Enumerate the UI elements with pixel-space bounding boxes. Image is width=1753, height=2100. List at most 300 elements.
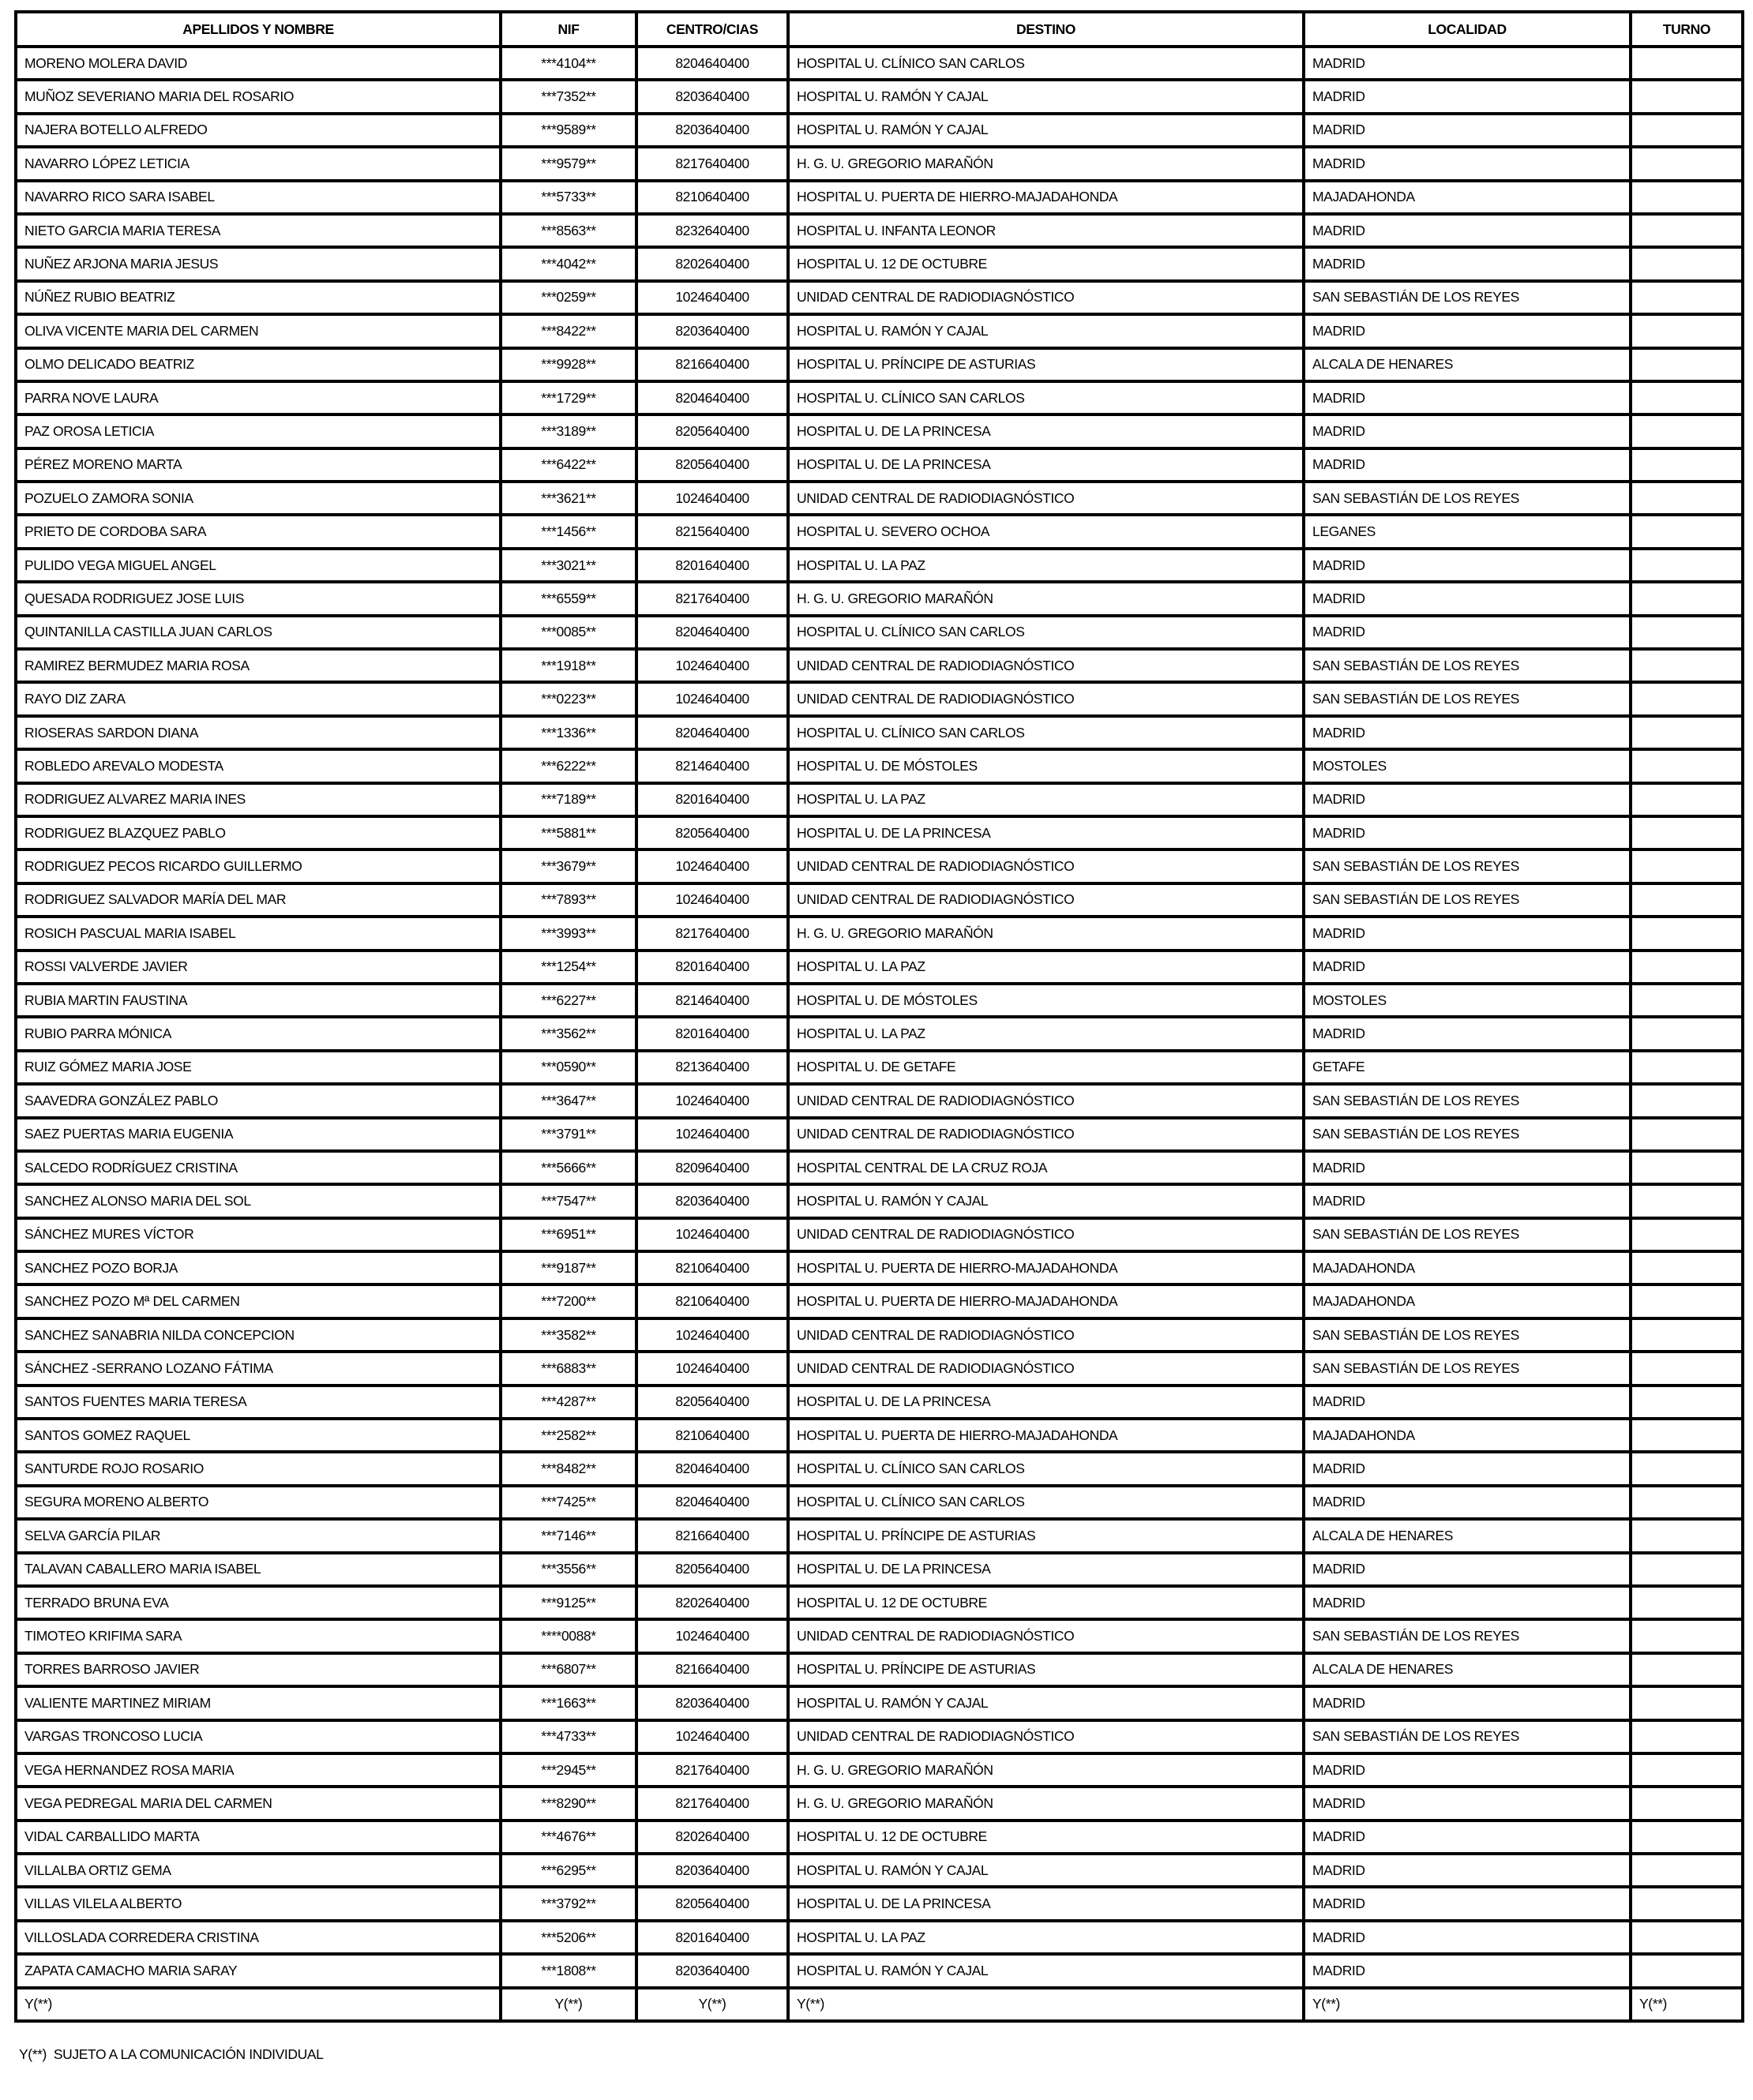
cell: RIOSERAS SARDON DIANA xyxy=(16,716,501,749)
cell: MADRID xyxy=(1304,214,1631,247)
cell xyxy=(1631,1352,1743,1385)
cell: ***4733** xyxy=(501,1720,636,1753)
cell: PAZ OROSA LETICIA xyxy=(16,414,501,448)
cell: ***7146** xyxy=(501,1519,636,1552)
cell: SANTURDE ROJO ROSARIO xyxy=(16,1452,501,1485)
cell: ROBLEDO AREVALO MODESTA xyxy=(16,749,501,782)
table-row xyxy=(16,917,1743,950)
cell: MADRID xyxy=(1304,549,1631,582)
table-row xyxy=(16,849,1743,883)
column-header: DESTINO xyxy=(788,12,1304,47)
cell: HOSPITAL U. SEVERO OCHOA xyxy=(788,515,1304,548)
cell xyxy=(1631,1553,1743,1586)
cell: QUINTANILLA CASTILLA JUAN CARLOS xyxy=(16,616,501,649)
cell: ***6883** xyxy=(501,1352,636,1385)
cell: 8204640400 xyxy=(636,47,788,80)
table-row xyxy=(16,1017,1743,1050)
cell: H. G. U. GREGORIO MARAÑÓN xyxy=(788,582,1304,615)
cell: HOSPITAL U. RAMÓN Y CAJAL xyxy=(788,1184,1304,1217)
cell: 8201640400 xyxy=(636,783,788,816)
cell: 8214640400 xyxy=(636,749,788,782)
cell xyxy=(1631,549,1743,582)
table-row xyxy=(16,381,1743,414)
cell xyxy=(1631,649,1743,682)
cell xyxy=(1631,917,1743,950)
cell: MADRID xyxy=(1304,1486,1631,1519)
header-row xyxy=(16,12,1743,47)
footer-cell: Y(**) xyxy=(636,1988,788,2021)
cell: 8203640400 xyxy=(636,1954,788,1987)
cell: ***3647** xyxy=(501,1084,636,1117)
cell: ***3562** xyxy=(501,1017,636,1050)
cell: MADRID xyxy=(1304,1553,1631,1586)
table-row xyxy=(16,147,1743,180)
cell: SAEZ PUERTAS MARIA EUGENIA xyxy=(16,1118,501,1151)
cell: MADRID xyxy=(1304,80,1631,113)
cell: 8201640400 xyxy=(636,951,788,984)
cell xyxy=(1631,281,1743,314)
cell: RODRIGUEZ PECOS RICARDO GUILLERMO xyxy=(16,849,501,883)
cell: 8203640400 xyxy=(636,1854,788,1887)
cell: SAAVEDRA GONZÁLEZ PABLO xyxy=(16,1084,501,1117)
cell: SAN SEBASTIÁN DE LOS REYES xyxy=(1304,1318,1631,1352)
table-row xyxy=(16,1386,1743,1419)
cell: SAN SEBASTIÁN DE LOS REYES xyxy=(1304,1084,1631,1117)
cell: VILLOSLADA CORREDERA CRISTINA xyxy=(16,1921,501,1954)
cell: SANTOS FUENTES MARIA TERESA xyxy=(16,1386,501,1419)
cell: HOSPITAL U. CLÍNICO SAN CARLOS xyxy=(788,716,1304,749)
cell: 8203640400 xyxy=(636,1184,788,1217)
cell: 1024640400 xyxy=(636,849,788,883)
cell xyxy=(1631,214,1743,247)
cell: ***4104** xyxy=(501,47,636,80)
cell xyxy=(1631,247,1743,280)
cell: ***9579** xyxy=(501,147,636,180)
cell: HOSPITAL U. RAMÓN Y CAJAL xyxy=(788,114,1304,147)
cell: ***8563** xyxy=(501,214,636,247)
cell: 1024640400 xyxy=(636,1218,788,1251)
cell: SÁNCHEZ MURES VÍCTOR xyxy=(16,1218,501,1251)
table-row xyxy=(16,314,1743,347)
cell xyxy=(1631,1854,1743,1887)
cell: HOSPITAL U. DE LA PRINCESA xyxy=(788,1887,1304,1920)
cell: ***6222** xyxy=(501,749,636,782)
cell: UNIDAD CENTRAL DE RADIODIAGNÓSTICO xyxy=(788,883,1304,917)
table-row xyxy=(16,1251,1743,1284)
table-row xyxy=(16,1452,1743,1485)
cell: 8204640400 xyxy=(636,1452,788,1485)
cell xyxy=(1631,1787,1743,1820)
cell: LEGANES xyxy=(1304,515,1631,548)
cell: HOSPITAL U. 12 DE OCTUBRE xyxy=(788,1586,1304,1619)
table-row xyxy=(16,1218,1743,1251)
cell: HOSPITAL U. DE LA PRINCESA xyxy=(788,1553,1304,1586)
cell: 8205640400 xyxy=(636,816,788,849)
footnote: Y(**) SUJETO A LA COMUNICACIÓN INDIVIDUAL xyxy=(19,2046,324,2062)
table-row xyxy=(16,783,1743,816)
cell: 8232640400 xyxy=(636,214,788,247)
cell xyxy=(1631,1954,1743,1987)
footer-cell: Y(**) xyxy=(1304,1988,1631,2021)
cell: SALCEDO RODRÍGUEZ CRISTINA xyxy=(16,1151,501,1184)
cell: NUÑEZ ARJONA MARIA JESUS xyxy=(16,247,501,280)
table-row xyxy=(16,1619,1743,1652)
footer-cell: Y(**) xyxy=(16,1988,501,2021)
cell: UNIDAD CENTRAL DE RADIODIAGNÓSTICO xyxy=(788,281,1304,314)
cell: 8215640400 xyxy=(636,515,788,548)
cell: ***0259** xyxy=(501,281,636,314)
cell: ***3791** xyxy=(501,1118,636,1151)
cell: MADRID xyxy=(1304,716,1631,749)
cell: 1024640400 xyxy=(636,1318,788,1352)
cell: SEGURA MORENO ALBERTO xyxy=(16,1486,501,1519)
cell xyxy=(1631,1017,1743,1050)
cell: ***7893** xyxy=(501,883,636,917)
cell: UNIDAD CENTRAL DE RADIODIAGNÓSTICO xyxy=(788,682,1304,715)
cell: PÉREZ MORENO MARTA xyxy=(16,448,501,482)
cell: TIMOTEO KRIFIMA SARA xyxy=(16,1619,501,1652)
cell: 8209640400 xyxy=(636,1151,788,1184)
cell: HOSPITAL U. PUERTA DE HIERRO-MAJADAHONDA xyxy=(788,1419,1304,1452)
column-header: TURNO xyxy=(1631,12,1743,47)
cell: SAN SEBASTIÁN DE LOS REYES xyxy=(1304,883,1631,917)
cell: MADRID xyxy=(1304,1954,1631,1987)
table-row xyxy=(16,883,1743,917)
cell xyxy=(1631,1284,1743,1318)
cell: 8217640400 xyxy=(636,582,788,615)
table-row xyxy=(16,649,1743,682)
cell: NÚÑEZ RUBIO BEATRIZ xyxy=(16,281,501,314)
cell: ***6295** xyxy=(501,1854,636,1887)
cell: SANCHEZ ALONSO MARIA DEL SOL xyxy=(16,1184,501,1217)
cell xyxy=(1631,1753,1743,1787)
cell: HOSPITAL U. CLÍNICO SAN CARLOS xyxy=(788,616,1304,649)
cell: ***6227** xyxy=(501,984,636,1017)
table-row xyxy=(16,247,1743,280)
table-row xyxy=(16,549,1743,582)
table-row xyxy=(16,1720,1743,1753)
cell: 8203640400 xyxy=(636,314,788,347)
cell: MADRID xyxy=(1304,783,1631,816)
table-row xyxy=(16,47,1743,80)
cell: SANCHEZ POZO BORJA xyxy=(16,1251,501,1284)
cell xyxy=(1631,582,1743,615)
cell: VARGAS TRONCOSO LUCIA xyxy=(16,1720,501,1753)
table-row xyxy=(16,448,1743,482)
cell: 8210640400 xyxy=(636,1284,788,1318)
cell: MADRID xyxy=(1304,1586,1631,1619)
cell: 1024640400 xyxy=(636,1084,788,1117)
cell: 1024640400 xyxy=(636,281,788,314)
cell: 8216640400 xyxy=(636,1519,788,1552)
table-row xyxy=(16,1184,1743,1217)
footer-cell: Y(**) xyxy=(501,1988,636,2021)
cell: VALIENTE MARTINEZ MIRIAM xyxy=(16,1686,501,1719)
cell: ***6807** xyxy=(501,1653,636,1686)
cell: UNIDAD CENTRAL DE RADIODIAGNÓSTICO xyxy=(788,1118,1304,1151)
column-header: LOCALIDAD xyxy=(1304,12,1631,47)
cell: 1024640400 xyxy=(636,482,788,515)
cell xyxy=(1631,816,1743,849)
cell: ***1254** xyxy=(501,951,636,984)
cell: HOSPITAL U. DE MÓSTOLES xyxy=(788,984,1304,1017)
table-row xyxy=(16,1553,1743,1586)
cell: 8205640400 xyxy=(636,414,788,448)
cell: UNIDAD CENTRAL DE RADIODIAGNÓSTICO xyxy=(788,1084,1304,1117)
cell: MADRID xyxy=(1304,114,1631,147)
cell: ***4676** xyxy=(501,1821,636,1854)
cell: 1024640400 xyxy=(636,1352,788,1385)
cell: 8202640400 xyxy=(636,1586,788,1619)
cell: ALCALA DE HENARES xyxy=(1304,1653,1631,1686)
table-row xyxy=(16,1151,1743,1184)
cell: HOSPITAL U. CLÍNICO SAN CARLOS xyxy=(788,1452,1304,1485)
cell: 8204640400 xyxy=(636,716,788,749)
cell xyxy=(1631,883,1743,917)
cell xyxy=(1631,682,1743,715)
cell: TERRADO BRUNA EVA xyxy=(16,1586,501,1619)
cell: HOSPITAL U. CLÍNICO SAN CARLOS xyxy=(788,47,1304,80)
cell: 8203640400 xyxy=(636,114,788,147)
cell: ***7425** xyxy=(501,1486,636,1519)
cell: TORRES BARROSO JAVIER xyxy=(16,1653,501,1686)
cell: MAJADAHONDA xyxy=(1304,181,1631,214)
cell xyxy=(1631,1084,1743,1117)
table-row xyxy=(16,816,1743,849)
cell: HOSPITAL U. PUERTA DE HIERRO-MAJADAHONDA xyxy=(788,181,1304,214)
cell: HOSPITAL U. PUERTA DE HIERRO-MAJADAHONDA xyxy=(788,1284,1304,1318)
cell xyxy=(1631,951,1743,984)
cell: HOSPITAL U. PRÍNCIPE DE ASTURIAS xyxy=(788,1653,1304,1686)
cell: UNIDAD CENTRAL DE RADIODIAGNÓSTICO xyxy=(788,1218,1304,1251)
cell xyxy=(1631,1653,1743,1686)
cell: ***6951** xyxy=(501,1218,636,1251)
table-row xyxy=(16,1519,1743,1552)
cell: ***3792** xyxy=(501,1887,636,1920)
cell: ***5881** xyxy=(501,816,636,849)
cell xyxy=(1631,414,1743,448)
cell: MAJADAHONDA xyxy=(1304,1284,1631,1318)
cell xyxy=(1631,181,1743,214)
table-row xyxy=(16,348,1743,381)
table-row xyxy=(16,1921,1743,1954)
cell: POZUELO ZAMORA SONIA xyxy=(16,482,501,515)
table-row xyxy=(16,716,1743,749)
cell: MADRID xyxy=(1304,951,1631,984)
cell xyxy=(1631,1486,1743,1519)
cell: NAJERA BOTELLO ALFREDO xyxy=(16,114,501,147)
cell: 8217640400 xyxy=(636,917,788,950)
table-row xyxy=(16,1753,1743,1787)
cell: GETAFE xyxy=(1304,1051,1631,1084)
cell: 8205640400 xyxy=(636,1553,788,1586)
table-row xyxy=(16,1486,1743,1519)
cell: MADRID xyxy=(1304,616,1631,649)
table-row xyxy=(16,1954,1743,1987)
cell: 8201640400 xyxy=(636,1921,788,1954)
cell xyxy=(1631,616,1743,649)
cell xyxy=(1631,448,1743,482)
cell: RAMIREZ BERMUDEZ MARIA ROSA xyxy=(16,649,501,682)
cell: ***6559** xyxy=(501,582,636,615)
cell: HOSPITAL U. LA PAZ xyxy=(788,783,1304,816)
cell: ***9589** xyxy=(501,114,636,147)
cell: HOSPITAL U. DE GETAFE xyxy=(788,1051,1304,1084)
cell: HOSPITAL U. RAMÓN Y CAJAL xyxy=(788,314,1304,347)
cell: MOSTOLES xyxy=(1304,749,1631,782)
cell: ***7200** xyxy=(501,1284,636,1318)
cell xyxy=(1631,1218,1743,1251)
cell: ALCALA DE HENARES xyxy=(1304,1519,1631,1552)
cell xyxy=(1631,1921,1743,1954)
table-row xyxy=(16,281,1743,314)
cell: 8217640400 xyxy=(636,147,788,180)
cell: ***4042** xyxy=(501,247,636,280)
cell: HOSPITAL U. RAMÓN Y CAJAL xyxy=(788,1954,1304,1987)
cell: ***0590** xyxy=(501,1051,636,1084)
cell xyxy=(1631,114,1743,147)
cell: ALCALA DE HENARES xyxy=(1304,348,1631,381)
cell: 8216640400 xyxy=(636,1653,788,1686)
cell: ***3679** xyxy=(501,849,636,883)
cell xyxy=(1631,1386,1743,1419)
cell: HOSPITAL U. RAMÓN Y CAJAL xyxy=(788,1854,1304,1887)
footer-row xyxy=(16,1988,1743,2021)
cell: MAJADAHONDA xyxy=(1304,1419,1631,1452)
cell: 8217640400 xyxy=(636,1787,788,1820)
cell: 8204640400 xyxy=(636,616,788,649)
cell xyxy=(1631,1686,1743,1719)
cell: SAN SEBASTIÁN DE LOS REYES xyxy=(1304,682,1631,715)
cell: ***3021** xyxy=(501,549,636,582)
cell: VILLALBA ORTIZ GEMA xyxy=(16,1854,501,1887)
cell xyxy=(1631,1887,1743,1920)
cell: H. G. U. GREGORIO MARAÑÓN xyxy=(788,1787,1304,1820)
cell: ***8422** xyxy=(501,314,636,347)
cell: MADRID xyxy=(1304,816,1631,849)
cell: ***2945** xyxy=(501,1753,636,1787)
cell: 8210640400 xyxy=(636,1419,788,1452)
cell: ***8482** xyxy=(501,1452,636,1485)
table-row xyxy=(16,181,1743,214)
cell: MORENO MOLERA DAVID xyxy=(16,47,501,80)
cell: ***1336** xyxy=(501,716,636,749)
cell: 8213640400 xyxy=(636,1051,788,1084)
cell: 1024640400 xyxy=(636,1619,788,1652)
cell: MADRID xyxy=(1304,1452,1631,1485)
cell: SANCHEZ POZO Mª DEL CARMEN xyxy=(16,1284,501,1318)
cell: H. G. U. GREGORIO MARAÑÓN xyxy=(788,147,1304,180)
cell: ***3582** xyxy=(501,1318,636,1352)
cell: ***0223** xyxy=(501,682,636,715)
cell: PULIDO VEGA MIGUEL ANGEL xyxy=(16,549,501,582)
cell: NAVARRO LÓPEZ LETICIA xyxy=(16,147,501,180)
cell xyxy=(1631,749,1743,782)
table-row xyxy=(16,682,1743,715)
cell: UNIDAD CENTRAL DE RADIODIAGNÓSTICO xyxy=(788,1619,1304,1652)
cell: MADRID xyxy=(1304,147,1631,180)
cell: HOSPITAL U. RAMÓN Y CAJAL xyxy=(788,80,1304,113)
cell: HOSPITAL U. LA PAZ xyxy=(788,1017,1304,1050)
table-row xyxy=(16,1821,1743,1854)
cell: MADRID xyxy=(1304,1821,1631,1854)
cell xyxy=(1631,515,1743,548)
cell xyxy=(1631,1051,1743,1084)
cell: MAJADAHONDA xyxy=(1304,1251,1631,1284)
cell: ROSSI VALVERDE JAVIER xyxy=(16,951,501,984)
table-row xyxy=(16,1284,1743,1318)
cell: MADRID xyxy=(1304,414,1631,448)
cell: MADRID xyxy=(1304,1787,1631,1820)
cell: HOSPITAL U. CLÍNICO SAN CARLOS xyxy=(788,1486,1304,1519)
cell: 8204640400 xyxy=(636,381,788,414)
cell xyxy=(1631,783,1743,816)
cell: ***7547** xyxy=(501,1184,636,1217)
cell xyxy=(1631,1118,1743,1151)
cell xyxy=(1631,348,1743,381)
cell: ***2582** xyxy=(501,1419,636,1452)
cell: ***3993** xyxy=(501,917,636,950)
cell: HOSPITAL U. DE LA PRINCESA xyxy=(788,1386,1304,1419)
cell: MADRID xyxy=(1304,1686,1631,1719)
cell: VEGA PEDREGAL MARIA DEL CARMEN xyxy=(16,1787,501,1820)
cell: HOSPITAL CENTRAL DE LA CRUZ ROJA xyxy=(788,1151,1304,1184)
cell xyxy=(1631,984,1743,1017)
cell: 1024640400 xyxy=(636,1118,788,1151)
table-row xyxy=(16,749,1743,782)
cell xyxy=(1631,482,1743,515)
cell: 8205640400 xyxy=(636,448,788,482)
cell: 1024640400 xyxy=(636,649,788,682)
cell: SAN SEBASTIÁN DE LOS REYES xyxy=(1304,1352,1631,1385)
cell: SAN SEBASTIÁN DE LOS REYES xyxy=(1304,1619,1631,1652)
cell: ROSICH PASCUAL MARIA ISABEL xyxy=(16,917,501,950)
cell: ***6422** xyxy=(501,448,636,482)
assignments-table xyxy=(14,10,1744,2023)
table-row xyxy=(16,951,1743,984)
cell: 1024640400 xyxy=(636,883,788,917)
cell: ***0085** xyxy=(501,616,636,649)
cell: RODRIGUEZ ALVAREZ MARIA INES xyxy=(16,783,501,816)
table-row xyxy=(16,482,1743,515)
cell xyxy=(1631,1318,1743,1352)
table-row xyxy=(16,1854,1743,1887)
cell: 1024640400 xyxy=(636,1720,788,1753)
cell: 8202640400 xyxy=(636,1821,788,1854)
cell: 8205640400 xyxy=(636,1386,788,1419)
cell: MADRID xyxy=(1304,582,1631,615)
cell: ***8290** xyxy=(501,1787,636,1820)
cell: SAN SEBASTIÁN DE LOS REYES xyxy=(1304,649,1631,682)
table-row xyxy=(16,214,1743,247)
cell: UNIDAD CENTRAL DE RADIODIAGNÓSTICO xyxy=(788,649,1304,682)
cell: PARRA NOVE LAURA xyxy=(16,381,501,414)
cell: 8210640400 xyxy=(636,1251,788,1284)
cell: MADRID xyxy=(1304,448,1631,482)
cell: RODRIGUEZ BLAZQUEZ PABLO xyxy=(16,816,501,849)
cell: VEGA HERNANDEZ ROSA MARIA xyxy=(16,1753,501,1787)
cell: ***3189** xyxy=(501,414,636,448)
table-row xyxy=(16,1686,1743,1719)
cell: RODRIGUEZ SALVADOR MARÍA DEL MAR xyxy=(16,883,501,917)
table-row xyxy=(16,515,1743,548)
cell: 8204640400 xyxy=(636,1486,788,1519)
cell: HOSPITAL U. 12 DE OCTUBRE xyxy=(788,247,1304,280)
cell: OLMO DELICADO BEATRIZ xyxy=(16,348,501,381)
cell xyxy=(1631,1519,1743,1552)
cell: TALAVAN CABALLERO MARIA ISABEL xyxy=(16,1553,501,1586)
table-row xyxy=(16,1051,1743,1084)
